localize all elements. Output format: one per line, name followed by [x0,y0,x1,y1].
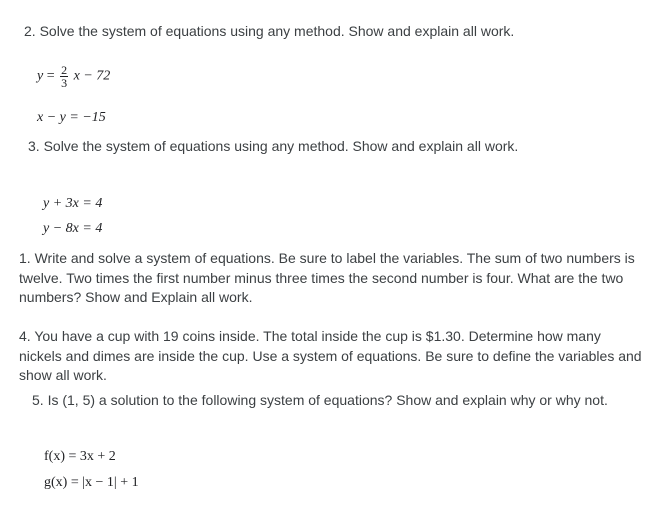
question-1-prompt: 1. Write and solve a system of equations. Be sure to label the variables. The sum of two numbers is twelve. Two times the first number minus three times the second number is four. What are the two numbers? Show and Explain all work. [19,250,635,305]
q5-equation-2: g(x) = |x − 1| + 1 [44,475,139,490]
fraction-numerator: 2 [61,63,68,77]
question-5-prompt: 5. Is (1, 5) a solution to the following system of equations? Show and explain why or why not. [32,392,608,408]
question-2-prompt: 2. Solve the system of equations using any method. Show and explain all work. [24,23,515,39]
q2-equation-2: x − y = −15 [37,110,106,125]
q5-equation-1: f(x) = 3x + 2 [44,449,116,464]
question-4-prompt: 4. You have a cup with 19 coins inside. The total inside the cup is $1.30. Determine how many nickels and dimes are inside the cup. Use a system of equations. Be sure to define the variables and show all work. [19,328,642,383]
q3-equation-1: y + 3x = 4 [43,196,103,211]
q3-equation-2: y − 8x = 4 [43,221,103,236]
q2-equation-1 [37,64,110,89]
fraction [60,64,68,89]
q2-eq1-rest: x − 72 [73,68,111,84]
q2-eq1-equals: = [46,68,55,84]
question-3-prompt: 3. Solve the system of equations using any method. Show and explain all work. [28,138,519,154]
q2-eq1-lhs: y [37,68,44,84]
fraction-denominator: 3 [61,76,68,90]
